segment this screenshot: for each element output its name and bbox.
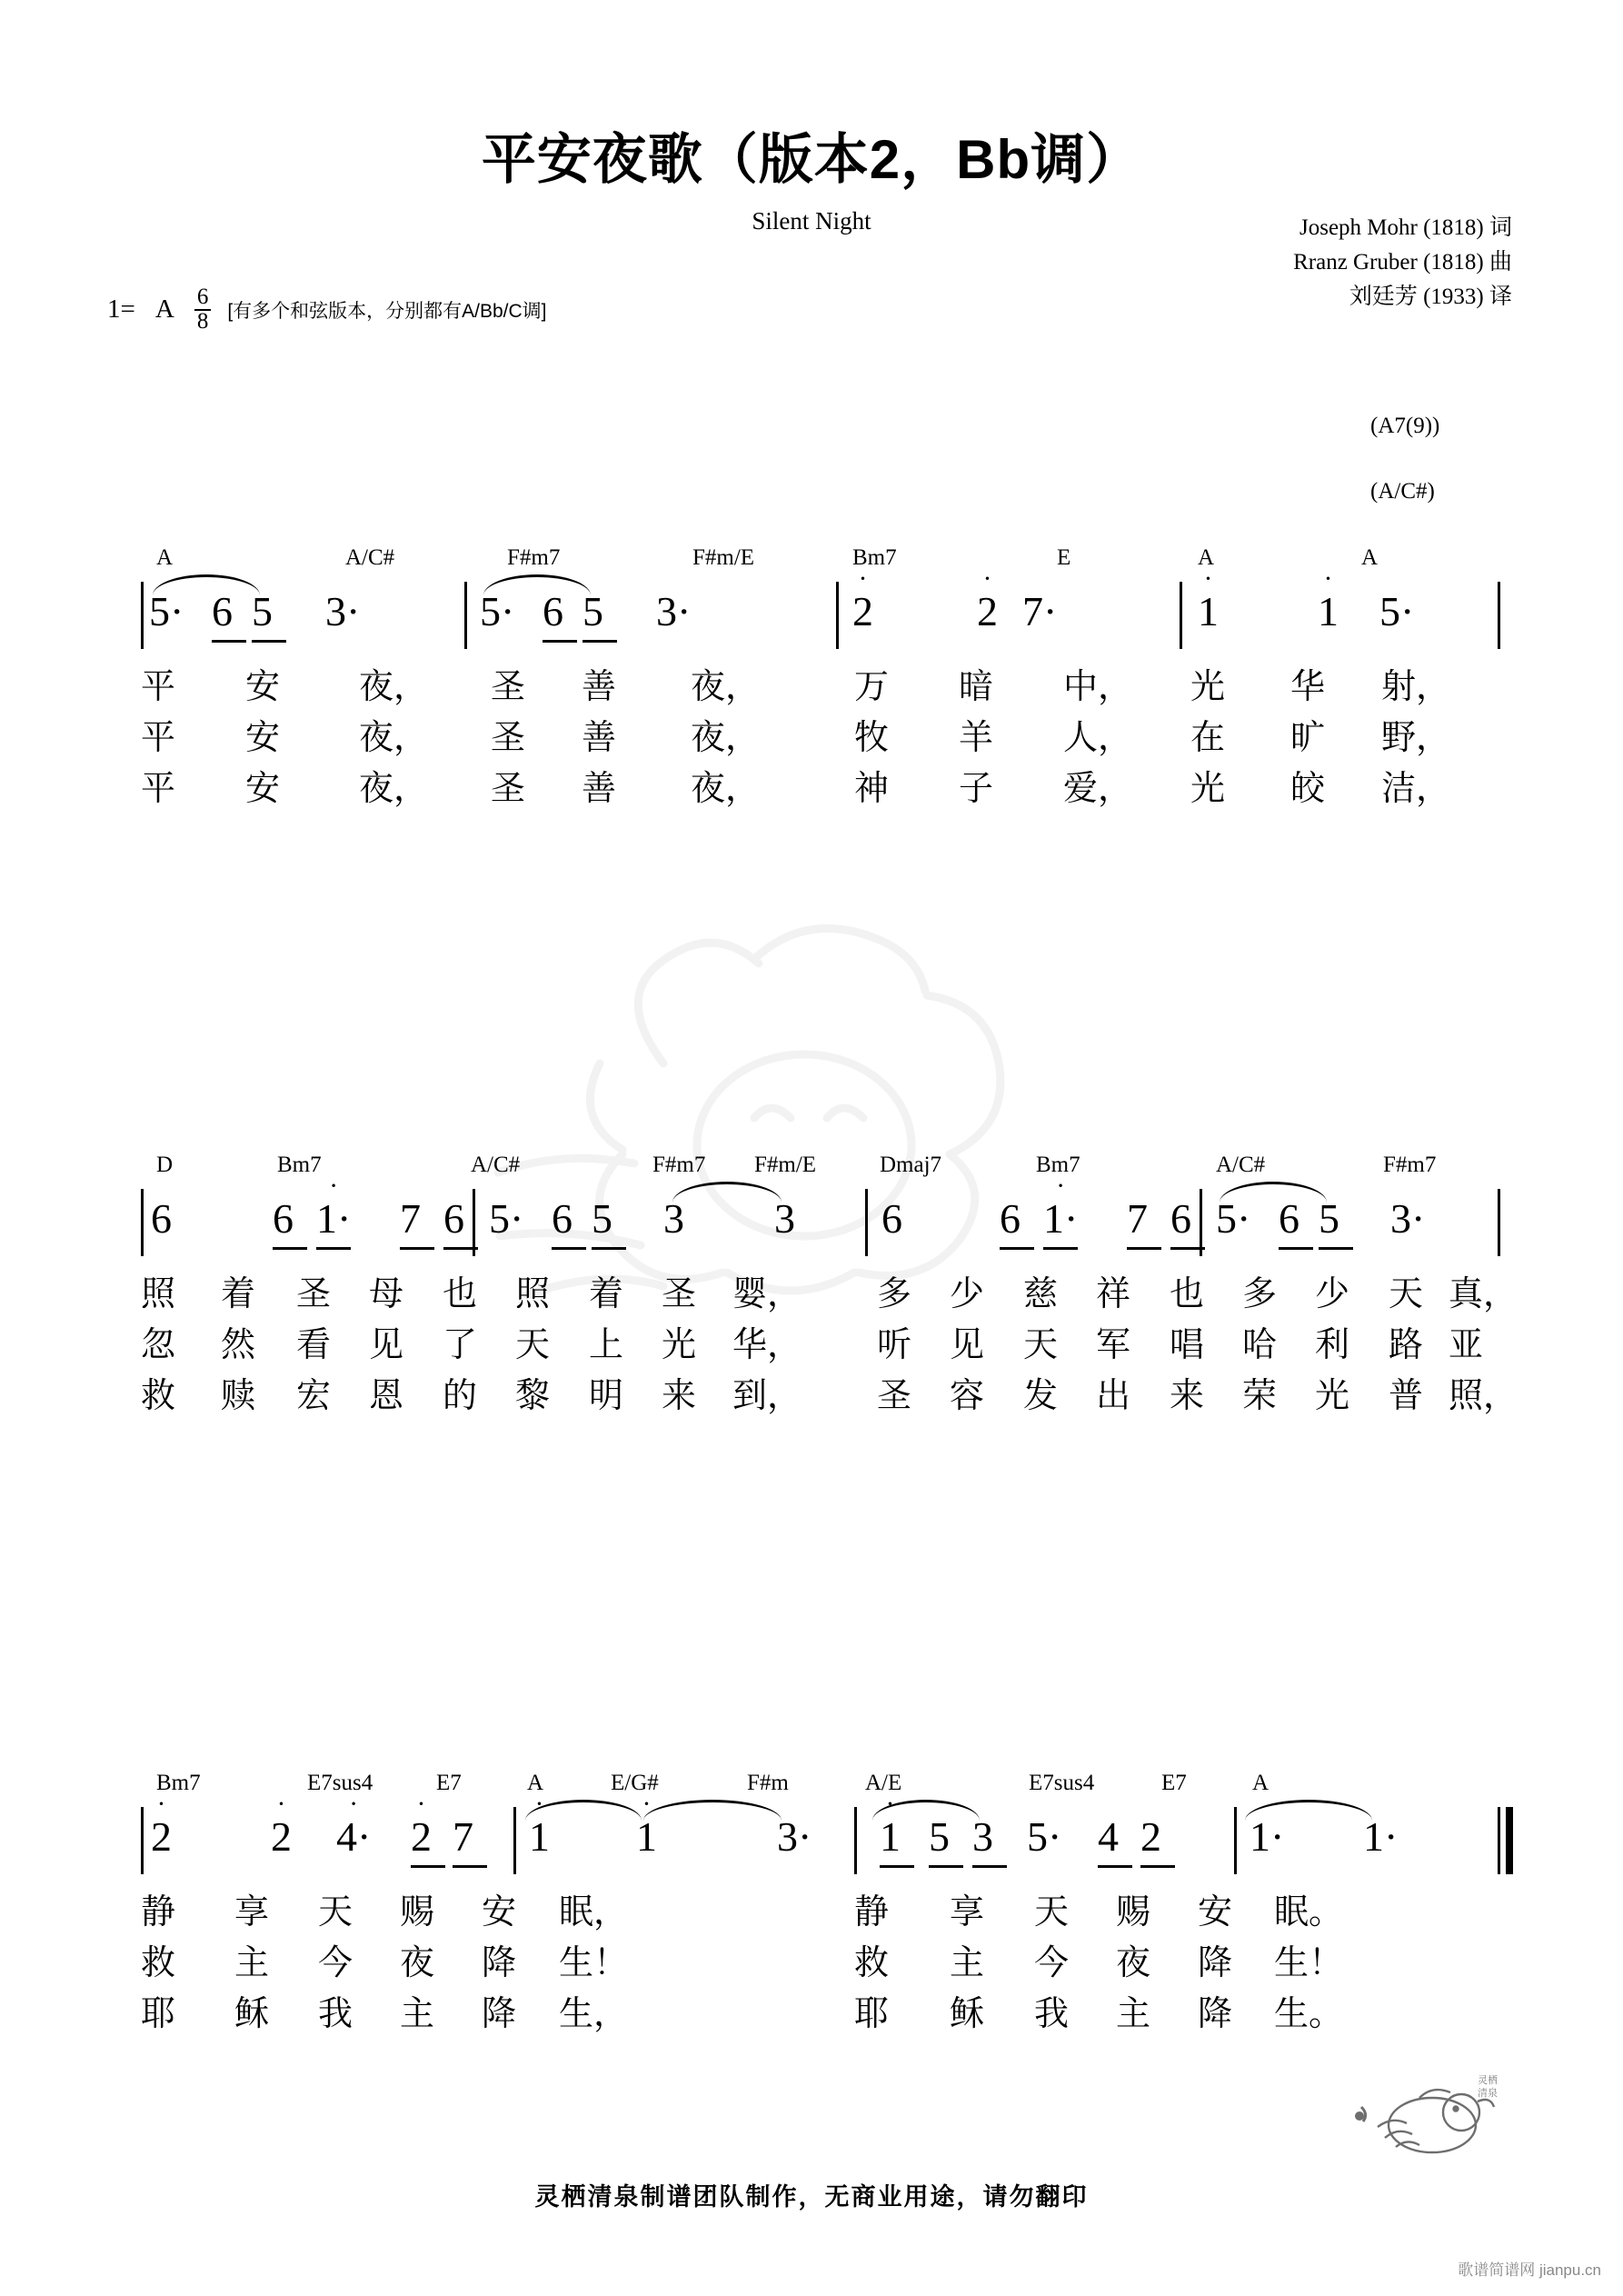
chord-symbol: F#m/E (692, 545, 755, 570)
music-system (0, 1771, 1623, 2036)
svg-text:清泉: 清泉 (1478, 2088, 1498, 2099)
lyric-syllable: 照， (1449, 1377, 1518, 1415)
lyric-syllable: 着 (221, 1275, 256, 1313)
jianpu-note: 5 (929, 1813, 950, 1860)
lyric-syllable: 耶 (854, 1995, 890, 2033)
octave-dot: · (982, 564, 992, 594)
octave-dot: · (534, 1789, 544, 1819)
lyric-syllable: 主 (1116, 1995, 1151, 2033)
team-logo (1341, 2060, 1523, 2169)
chord-symbol: Bm7 (156, 1771, 201, 1795)
lyric-syllable: 赐 (400, 1893, 435, 1932)
lyric-syllable: 到， (732, 1377, 802, 1415)
jianpu-note: 4 (1098, 1813, 1119, 1860)
key-name: A (154, 294, 174, 324)
barline (854, 1807, 857, 1874)
lyric-syllable: 暗 (959, 668, 994, 706)
chord-symbol: A (156, 545, 174, 570)
lyric-syllable: 降 (482, 1944, 517, 1982)
lyric-syllable: 出 (1096, 1377, 1131, 1415)
beam-underline (411, 1865, 445, 1868)
lyric-syllable: 洁， (1381, 770, 1451, 808)
notation-row (0, 1171, 1623, 1265)
jianpu-note: 2 · (271, 1789, 292, 1860)
lyric-syllable: 眠， (559, 1893, 629, 1932)
jianpu-note: 3· (656, 588, 692, 634)
lyric-syllable: 圣 (296, 1275, 332, 1313)
jianpu-note: 5 (252, 588, 273, 634)
chord-symbol: A/C# (1216, 1153, 1266, 1177)
lyric-syllable: 旷 (1290, 719, 1326, 757)
lyric-syllable: 我 (318, 1995, 353, 2033)
chord-symbol: E7 (436, 1771, 462, 1795)
jianpu-note: 6 (881, 1195, 902, 1242)
chord-symbol: A/E (865, 1771, 902, 1795)
lyric-syllable: 爱， (1063, 770, 1133, 808)
time-signature-numerator: 6 (194, 286, 212, 311)
jianpu-note: 1· (1250, 1813, 1285, 1860)
chord-symbol: A (1361, 545, 1379, 570)
lyric-syllable: 华， (732, 1326, 802, 1364)
lyric-syllable: 路 (1389, 1326, 1424, 1364)
lyric-syllable: 赐 (1116, 1893, 1151, 1932)
lyric-syllable: 亚 (1449, 1326, 1484, 1364)
jianpu-note: 5 (1319, 1195, 1339, 1242)
lyric-syllable: 光 (1315, 1377, 1350, 1415)
beam-underline (552, 1247, 586, 1250)
lyric-syllable: 哈 (1242, 1326, 1278, 1364)
lyric-syllable: 的 (443, 1377, 478, 1415)
lyric-syllable: 眠。 (1274, 1893, 1344, 1932)
lyric-syllable: 利 (1315, 1326, 1350, 1364)
lyric-syllable: 稣 (234, 1995, 270, 2033)
beam-underline (273, 1247, 307, 1250)
lyric-syllable: 善 (582, 770, 617, 808)
beam-underline (453, 1865, 487, 1868)
lyric-syllable: 祥 (1096, 1275, 1131, 1313)
beam-underline (972, 1865, 1007, 1868)
beam-underline (1000, 1247, 1034, 1250)
chord-symbol: E7sus4 (1029, 1771, 1095, 1795)
lyric-syllable: 救 (141, 1944, 176, 1982)
barline (1234, 1807, 1237, 1874)
lyric-syllable: 了 (443, 1326, 478, 1364)
chord-symbol: D (156, 1153, 174, 1177)
lyric-syllable: 皎 (1290, 770, 1326, 808)
lyric-syllable: 见 (950, 1326, 985, 1364)
beam-underline (252, 640, 286, 643)
lyric-syllable: 神 (854, 770, 890, 808)
lyric-syllable: 发 (1023, 1377, 1059, 1415)
optional-chord-1: (A/C#) (1370, 479, 1435, 504)
lyric-syllable: 在 (1190, 719, 1226, 757)
lyric-line-3 (0, 760, 1623, 811)
octave-dot: · (416, 1789, 426, 1819)
jianpu-note: 6 (273, 1195, 294, 1242)
beam-underline (212, 640, 246, 643)
jianpu-note: 2 (1140, 1813, 1161, 1860)
chord-symbol: A (1252, 1771, 1270, 1795)
jianpu-note: 2 · (151, 1789, 172, 1860)
lyric-syllable: 生。 (1274, 1995, 1344, 2033)
beam-underline (1319, 1247, 1353, 1250)
lyric-line-3 (0, 1985, 1623, 2036)
credit-translator: 刘廷芳 (1933) 译 (1349, 285, 1512, 309)
lyric-syllable: 降 (482, 1995, 517, 2033)
barline (836, 582, 839, 649)
lyric-syllable: 来 (1170, 1377, 1205, 1415)
lyric-syllable: 照 (141, 1275, 176, 1313)
lyric-syllable: 静 (854, 1893, 890, 1932)
jianpu-note: 1· · (1043, 1171, 1079, 1242)
chord-symbol: E (1057, 545, 1071, 570)
lyric-syllable: 安 (245, 668, 281, 706)
lyric-syllable: 救 (141, 1377, 176, 1415)
barline (1498, 1189, 1500, 1256)
jianpu-note: 6 (543, 588, 563, 634)
jianpu-note: 2 · (852, 564, 873, 634)
chord-symbol: Bm7 (277, 1153, 322, 1177)
barline (1200, 1189, 1202, 1256)
lyric-syllable: 母 (369, 1275, 404, 1313)
barline (141, 1189, 144, 1256)
lyric-syllable: 光 (662, 1326, 697, 1364)
lyric-syllable: 荣 (1242, 1377, 1278, 1415)
jianpu-note: 6 (1170, 1195, 1191, 1242)
jianpu-note: 3· (777, 1813, 812, 1860)
lyric-syllable: 着 (589, 1275, 624, 1313)
music-system (0, 545, 1623, 811)
jianpu-note: 6 (443, 1195, 464, 1242)
octave-dot: · (276, 1789, 286, 1819)
barline (513, 1807, 516, 1874)
lyric-syllable: 圣 (491, 770, 526, 808)
notation-row (0, 1789, 1623, 1883)
lyric-syllable: 华 (1290, 668, 1326, 706)
lyric-syllable: 光 (1190, 770, 1226, 808)
lyric-syllable: 黎 (515, 1377, 551, 1415)
lyric-syllable: 夜 (1116, 1944, 1151, 1982)
lyric-syllable: 少 (950, 1275, 985, 1313)
svg-text:灵栖: 灵栖 (1478, 2075, 1498, 2086)
lyric-syllable: 听 (877, 1326, 912, 1364)
credit-composer: Rranz Gruber (1818) 曲 (1293, 250, 1512, 275)
notation-row (0, 564, 1623, 658)
jianpu-note: 5 (582, 588, 603, 634)
jianpu-note: 7· (1022, 588, 1058, 634)
chord-symbol: F#m/E (754, 1153, 817, 1177)
lyric-syllable: 耶 (141, 1995, 176, 2033)
barline (865, 1189, 868, 1256)
jianpu-note: 3· (325, 588, 361, 634)
beam-underline (316, 1247, 351, 1250)
lyric-syllable: 夜， (359, 668, 429, 706)
music-system (0, 1153, 1623, 1418)
beam-underline (1127, 1247, 1161, 1250)
lyric-syllable: 夜， (691, 770, 761, 808)
chord-symbol: F#m7 (652, 1153, 706, 1177)
jianpu-note: 6 (151, 1195, 172, 1242)
lyric-syllable: 天 (318, 1893, 353, 1932)
chord-row (0, 1771, 1623, 1805)
lyric-syllable: 今 (1034, 1944, 1070, 1982)
lyric-syllable: 真， (1449, 1275, 1518, 1313)
lyric-syllable: 宏 (296, 1377, 332, 1415)
lyric-syllable: 见 (369, 1326, 404, 1364)
lyric-syllable: 慈 (1023, 1275, 1059, 1313)
jianpu-note: 1 · (529, 1789, 550, 1860)
time-signature-denominator: 8 (196, 308, 209, 334)
chord-symbol: Bm7 (1036, 1153, 1080, 1177)
jianpu-note: 5· (489, 1195, 524, 1242)
jianpu-note: 7 (400, 1195, 421, 1242)
jianpu-note: 7 (1127, 1195, 1148, 1242)
jianpu-note: 5 (592, 1195, 612, 1242)
chord-symbol: Dmaj7 (880, 1153, 942, 1177)
lyric-syllable: 容 (950, 1377, 985, 1415)
key-signature-block (107, 286, 547, 333)
lyric-syllable: 生！ (559, 1944, 629, 1982)
lyric-syllable: 上 (589, 1326, 624, 1364)
lyric-syllable: 平 (141, 770, 176, 808)
beam-underline (1279, 1247, 1313, 1250)
lyric-syllable: 唱 (1170, 1326, 1205, 1364)
jianpu-note: 1 · (1318, 564, 1339, 634)
credits-block (1293, 211, 1512, 314)
lyric-syllable: 羊 (959, 719, 994, 757)
lyric-syllable: 夜 (400, 1944, 435, 1982)
chord-symbol: E/G# (611, 1771, 659, 1795)
lyric-syllable: 中， (1063, 668, 1133, 706)
beam-underline (1043, 1247, 1078, 1250)
lyric-line-1 (0, 1265, 1623, 1316)
page-subtitle: Silent Night (752, 207, 871, 235)
jianpu-note: 7 (453, 1813, 473, 1860)
barline (464, 582, 467, 649)
chord-symbol: A (527, 1771, 544, 1795)
barline (1498, 582, 1500, 649)
lyric-syllable: 夜， (359, 770, 429, 808)
beam-underline (1140, 1865, 1175, 1868)
jianpu-note: 4· · (336, 1789, 372, 1860)
jianpu-note: 5· (1379, 588, 1415, 634)
lyric-syllable: 降 (1198, 1944, 1233, 1982)
jianpu-note: 6 (1279, 1195, 1299, 1242)
lyric-syllable: 今 (318, 1944, 353, 1982)
lyric-syllable: 少 (1315, 1275, 1350, 1313)
lyric-syllable: 善 (582, 719, 617, 757)
lyric-syllable: 光 (1190, 668, 1226, 706)
beam-underline (543, 640, 577, 643)
site-credit: 歌谱简谱网 jianpu.cn (1458, 2261, 1601, 2279)
lyric-syllable: 安 (245, 770, 281, 808)
jianpu-note: 6 (1000, 1195, 1021, 1242)
lyric-syllable: 夜， (691, 719, 761, 757)
beam-underline (400, 1247, 434, 1250)
chord-symbol: F#m7 (1383, 1153, 1437, 1177)
lyric-syllable: 享 (950, 1893, 985, 1932)
chord-row (0, 1153, 1623, 1187)
octave-dot: · (858, 564, 868, 594)
beam-underline (929, 1865, 963, 1868)
octave-dot: · (1203, 564, 1213, 594)
key-note: [有多个和弦版本，分别都有A/Bb/C调] (227, 300, 547, 322)
chord-symbol: F#m7 (507, 545, 561, 570)
jianpu-note: 6 (212, 588, 233, 634)
jianpu-note: 1 · (636, 1789, 657, 1860)
lyric-line-1 (0, 658, 1623, 709)
lyric-syllable: 救 (854, 1944, 890, 1982)
lyric-syllable: 安 (245, 719, 281, 757)
chord-symbol: A/C# (345, 545, 395, 570)
lyric-syllable: 善 (582, 668, 617, 706)
jianpu-note: 1· · (316, 1171, 352, 1242)
lyric-syllable: 静 (141, 1893, 176, 1932)
chord-symbol: E7sus4 (307, 1771, 373, 1795)
lyric-syllable: 圣 (662, 1275, 697, 1313)
lyric-syllable: 主 (950, 1944, 985, 1982)
lyric-syllable: 人， (1063, 719, 1133, 757)
jianpu-note: 6 (552, 1195, 573, 1242)
lyric-line-2 (0, 1316, 1623, 1367)
key-label: 1= (107, 294, 135, 324)
lyric-syllable: 夜， (691, 668, 761, 706)
jianpu-note: 1 · (880, 1789, 901, 1860)
time-signature (194, 286, 212, 333)
lyric-line-2 (0, 709, 1623, 760)
lyric-syllable: 天 (515, 1326, 551, 1364)
beam-underline (1098, 1865, 1132, 1868)
lyric-syllable: 然 (221, 1326, 256, 1364)
lyric-syllable: 圣 (491, 668, 526, 706)
lyric-line-2 (0, 1934, 1623, 1985)
lyric-syllable: 安 (1198, 1893, 1233, 1932)
lyric-syllable: 也 (443, 1275, 478, 1313)
lyric-syllable: 圣 (877, 1377, 912, 1415)
jianpu-note: 3 (774, 1195, 795, 1242)
jianpu-note: 3· (1390, 1195, 1426, 1242)
lyric-syllable: 照 (515, 1275, 551, 1313)
lyric-syllable: 主 (400, 1995, 435, 2033)
lyric-syllable: 生！ (1274, 1944, 1344, 1982)
jianpu-note: 3 (663, 1195, 684, 1242)
lyric-syllable: 多 (1242, 1275, 1278, 1313)
lyric-syllable: 夜， (359, 719, 429, 757)
lyric-syllable: 天 (1034, 1893, 1070, 1932)
lyric-syllable: 万 (854, 668, 890, 706)
lyric-syllable: 赎 (221, 1377, 256, 1415)
chord-symbol: A (1198, 545, 1215, 570)
octave-dot: · (329, 1171, 339, 1201)
lyric-line-3 (0, 1367, 1623, 1418)
barline (473, 1189, 475, 1256)
octave-dot: · (885, 1789, 895, 1819)
lyric-syllable: 普 (1389, 1377, 1424, 1415)
lyric-syllable: 看 (296, 1326, 332, 1364)
chord-symbol: A/C# (471, 1153, 521, 1177)
chord-symbol: Bm7 (852, 545, 897, 570)
lyric-syllable: 婴， (732, 1275, 802, 1313)
beam-underline (880, 1865, 914, 1868)
chord-symbol: F#m (747, 1771, 789, 1795)
lyric-syllable: 牧 (854, 719, 890, 757)
credit-lyricist: Joseph Mohr (1818) 词 (1299, 215, 1512, 240)
lyric-syllable: 射， (1381, 668, 1451, 706)
lyric-syllable: 圣 (491, 719, 526, 757)
lyric-syllable: 主 (234, 1944, 270, 1982)
lyric-syllable: 明 (589, 1377, 624, 1415)
jianpu-note: 5· (149, 588, 184, 634)
lyric-syllable: 恩 (369, 1377, 404, 1415)
octave-dot: · (156, 1789, 166, 1819)
octave-dot: · (1056, 1171, 1066, 1201)
lyric-syllable: 子 (959, 770, 994, 808)
jianpu-note: 5· (1216, 1195, 1251, 1242)
chord-symbol: E7 (1161, 1771, 1187, 1795)
barline (1180, 582, 1182, 649)
lyric-syllable: 忽 (141, 1326, 176, 1364)
beam-underline (592, 1247, 626, 1250)
lyric-syllable: 生， (559, 1995, 629, 2033)
jianpu-note: 3 (972, 1813, 993, 1860)
optional-chord-0: (A7(9)) (1370, 414, 1440, 438)
jianpu-note: 1· (1363, 1813, 1399, 1860)
lyric-syllable: 我 (1034, 1995, 1070, 2033)
beam-underline (582, 640, 617, 643)
octave-dot: · (642, 1789, 652, 1819)
lyric-syllable: 平 (141, 668, 176, 706)
lyric-syllable: 享 (234, 1893, 270, 1932)
lyric-syllable: 天 (1023, 1326, 1059, 1364)
lyric-syllable: 安 (482, 1893, 517, 1932)
jianpu-note: 2 · (977, 564, 998, 634)
jianpu-note: 1 · (1198, 564, 1219, 634)
jianpu-note: 5· (1027, 1813, 1062, 1860)
lyric-syllable: 天 (1389, 1275, 1424, 1313)
lyric-syllable: 来 (662, 1377, 697, 1415)
jianpu-note: 5· (480, 588, 515, 634)
lyric-line-1 (0, 1883, 1623, 1934)
octave-dot: · (1323, 564, 1333, 594)
octave-dot: · (349, 1789, 359, 1819)
lyric-syllable: 稣 (950, 1995, 985, 2033)
lyric-syllable: 平 (141, 719, 176, 757)
page-title: 平安夜歌（版本2，Bb调） (481, 129, 1142, 190)
barline (141, 1807, 144, 1874)
lyric-syllable: 野， (1381, 719, 1451, 757)
lyric-syllable: 降 (1198, 1995, 1233, 2033)
footer-note: 灵栖清泉制谱团队制作，无商业用途，请勿翻印 (534, 2183, 1089, 2211)
chord-row (0, 545, 1623, 580)
barline (141, 582, 144, 649)
lyric-syllable: 多 (877, 1275, 912, 1313)
lyric-syllable: 军 (1096, 1326, 1131, 1364)
jianpu-note: 2 · (411, 1789, 432, 1860)
lyric-syllable: 也 (1170, 1275, 1205, 1313)
